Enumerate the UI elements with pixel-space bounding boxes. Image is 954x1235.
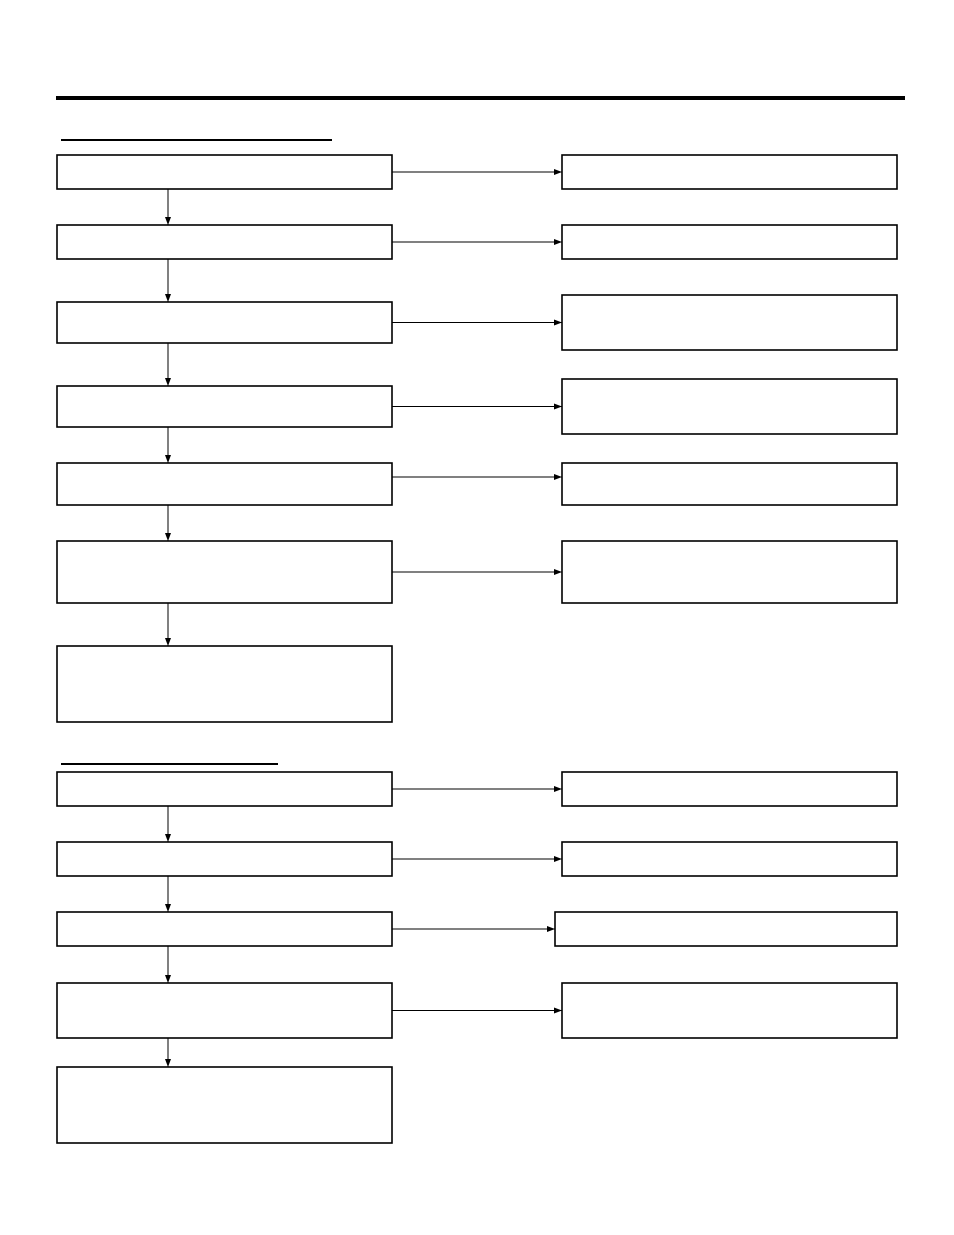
result-box [562, 463, 897, 505]
step-box [57, 541, 392, 603]
section-2 [57, 764, 897, 1143]
result-box [562, 772, 897, 806]
step-box [57, 983, 392, 1038]
step-box [57, 1067, 392, 1143]
result-box [562, 295, 897, 350]
step-box [57, 842, 392, 876]
section-1 [57, 140, 897, 722]
step-box [57, 912, 392, 946]
step-box [57, 225, 392, 259]
step-box [57, 463, 392, 505]
step-box [57, 772, 392, 806]
step-box [57, 386, 392, 427]
result-box [562, 155, 897, 189]
result-box [562, 225, 897, 259]
result-box [555, 912, 897, 946]
step-box [57, 155, 392, 189]
result-box [562, 983, 897, 1038]
result-box [562, 379, 897, 434]
step-box [57, 646, 392, 722]
result-box [562, 541, 897, 603]
step-box [57, 302, 392, 343]
result-box [562, 842, 897, 876]
